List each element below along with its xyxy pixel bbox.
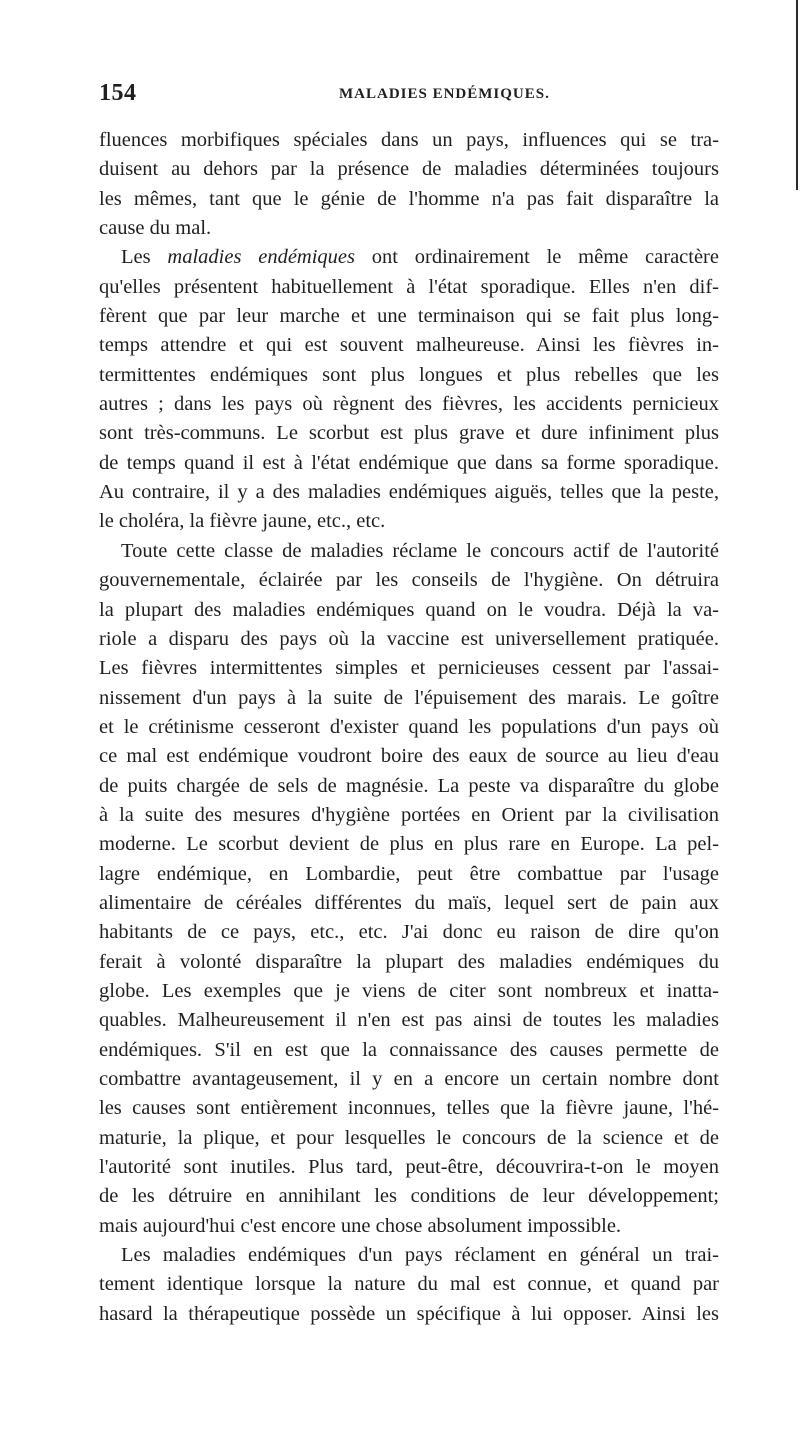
text-line: moderne. Le scorbut devient de plus en plus rare en Europe. La pel- [99,833,719,856]
running-head: MALADIES ENDÉMIQUES. [339,86,550,102]
line-lead-text: Les [121,246,151,269]
text-line: Les fièvres intermittentes simples et pernicieuses cessent par l'assai- [99,657,719,680]
page-header [99,80,719,110]
text-line: duisent au dehors par la présence de maladies déterminées toujours [99,158,719,181]
text-line: quables. Malheureusement il n'en est pas ainsi de toutes les maladies [99,1009,719,1032]
text-line: les causes sont entièrement inconnues, telles que la fièvre jaune, l'hé- [99,1097,719,1120]
text-line: les mêmes, tant que le génie de l'homme n'a pas fait disparaître la [99,187,719,210]
text-line: Au contraire, il y a des maladies endémiques aiguës, telles que la peste, [99,481,719,504]
text-line: temps attendre et qui est souvent malheureuse. Ainsi les fièvres in- [99,334,719,357]
text-line: l'autorité sont inutiles. Plus tard, peut-être, découvrira-t-on le moyen [99,1156,719,1179]
text-line-with-italic-term [99,243,719,272]
text-line: de puits chargée de sels de magnésie. La peste va disparaître du globe [99,774,719,797]
text-line: tement identique lorsque la nature du mal est connue, et quand par [99,1273,719,1296]
text-line: mais aujourd'hui c'est encore une chose absolument impossible. [99,1214,622,1237]
text-line: Toute cette classe de maladies réclame le concours actif de l'autorité [121,539,719,562]
body-text [99,126,719,1329]
text-line: cause du mal. [99,217,212,240]
line-tail-text: ont ordinairement le même caractère [371,246,719,269]
text-line: termittentes endémiques sont plus longues et plus rebelles que les [99,363,719,386]
text-line: ce mal est endémique voudront boire des eaux de source au lieu d'eau [99,745,719,768]
text-line: Les maladies endémiques d'un pays réclament en général un trai- [121,1244,719,1267]
text-line: riole a disparu des pays où la vaccine est universellement pratiquée. [99,627,719,650]
text-line: de temps quand il est à l'état endémique que dans sa forme sporadique. [99,451,719,474]
text-line: le choléra, la fièvre jaune, etc., etc. [99,510,386,533]
page-edge-line [796,0,798,190]
text-line: hasard la thérapeutique possède un spécifique à lui opposer. Ainsi les [99,1302,719,1325]
text-line: gouvernementale, éclairée par les conseils de l'hygiène. On détruira [99,569,719,592]
text-line: autres ; dans les pays où règnent des fièvres, les accidents pernicieux [99,393,719,416]
text-line: globe. Les exemples que je viens de citer sont nombreux et inatta- [99,979,719,1002]
italic-term: maladies endémiques [167,246,355,269]
text-line: combattre avantageusement, il y en a encore un certain nombre dont [99,1068,719,1090]
text-line: endémiques. S'il en est que la connaissance des causes permette de [99,1038,719,1061]
text-line: de les détruire en annihilant les conditions de leur développement; [99,1185,719,1208]
text-line: sont très-communs. Le scorbut est plus grave et dure infiniment plus [99,422,719,445]
text-line: fèrent que par leur marche et une terminaison qui se fait plus long- [99,305,719,328]
text-line: nissement d'un pays à la suite de l'épuisement des marais. Le goître [99,686,719,709]
text-line: ferait à volonté disparaître la plupart des maladies endémiques du [99,950,719,973]
text-line: qu'elles présentent habituellement à l'état sporadique. Elles n'en dif- [99,275,719,298]
text-line: maturie, la plique, et pour lesquelles le concours de la science et de [99,1126,719,1149]
text-line: alimentaire de céréales différentes du maïs, lequel sert de pain aux [99,891,719,914]
page-number: 154 [99,80,137,106]
text-line: à la suite des mesures d'hygiène portées en Orient par la civilisation [99,803,719,826]
text-line: et le crétinisme cesseront d'exister quand les populations d'un pays où [99,715,719,738]
text-line: fluences morbifiques spéciales dans un pays, influences qui se tra- [99,129,719,151]
text-line: lagre endémique, en Lombardie, peut être combattue par l'usage [99,862,719,885]
text-line: la plupart des maladies endémiques quand on le voudra. Déjà la va- [99,598,719,621]
text-line: habitants de ce pays, etc., etc. J'ai donc eu raison de dire qu'on [99,921,719,944]
